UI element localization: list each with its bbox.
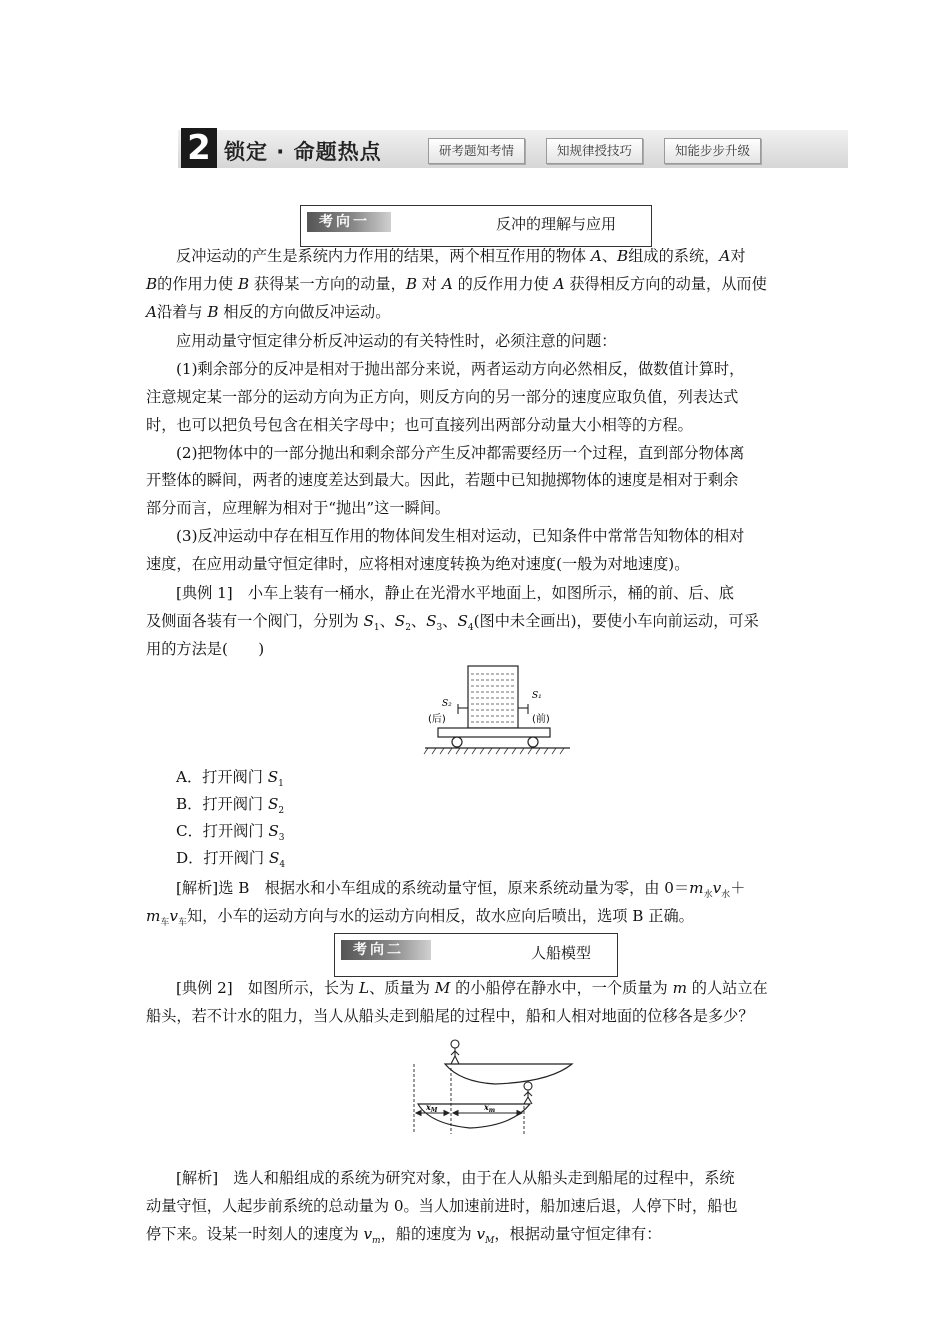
valve-s2 — [458, 704, 468, 714]
cart-wheel-front — [528, 737, 538, 747]
example-2-line: [典例 2] 如图所示，长为 L、质量为 M 的小船停在静水中，一个质量为 m 的人站立在 — [176, 979, 768, 997]
person-initial — [451, 1040, 459, 1064]
ground-hatch — [424, 748, 564, 754]
label-xm-person-sub: m — [488, 1107, 496, 1114]
water-tank — [468, 666, 518, 728]
example-1-line: 及侧面各装有一个阀门，分别为 $S_1$、$S_2$、$S_3$、$S_4$(图中未全画出)，要使小车向前运动，可采 — [146, 612, 759, 634]
example-1-line: [典例 1] 小车上装有一桶水，静止在光滑水平地面上，如图所示，桶的前、后、底 — [176, 584, 734, 602]
paragraph-line: B的作用力使 B 获得某一方向的动量，B 对 A 的反作用力使 A 获得相反方向的动量，从而使 — [146, 275, 767, 293]
paragraph-line: 应用动量守恒定律分析反冲运动的有关特性时，必须注意的问题： — [176, 332, 617, 350]
topic-label-1: 考向一 — [307, 212, 391, 232]
paragraph-line: 部分而言，应理解为相对于“抛出”这一瞬间。 — [146, 499, 451, 517]
analysis-2-line: [解析] 选人和船组成的系统为研究对象，由于在人从船头走到船尾的过程中，系统 — [176, 1169, 735, 1187]
cart-wheel-rear — [452, 737, 462, 747]
option-d[interactable]: D．打开阀门 $S_4$ — [176, 849, 286, 871]
paragraph-line: 反冲运动的产生是系统内力作用的结果，两个相互作用的物体 A、B组成的系统，A对 — [176, 247, 746, 265]
cart-tank-figure — [400, 662, 600, 762]
boat-person-figure — [400, 1034, 580, 1149]
header-tab-level-up[interactable]: 知能步步升级 — [664, 138, 761, 164]
topic-box-1 — [300, 205, 652, 247]
paragraph-line: (1)剩余部分的反冲是相对于抛出部分来说，两者运动方向必然相反，做数值计算时， — [176, 360, 745, 378]
boat-initial — [445, 1064, 572, 1084]
label-xm-boat: x — [426, 1102, 431, 1112]
label-xm-person: x — [484, 1102, 489, 1112]
header-tab-skills[interactable]: 知规律授技巧 — [546, 138, 643, 164]
section-number-badge: 2 — [181, 128, 217, 168]
section-header-title: 锁定 · 命题热点 — [224, 140, 382, 164]
analysis-2-line: 停下来。设某一时刻人的速度为 $v_m$，船的速度为 $v_M$，根据动量守恒定律有： — [146, 1225, 662, 1247]
label-back: (后) — [428, 714, 446, 725]
paragraph-line: 时，也可以把负号包含在相关字母中；也可直接列出两部分动量大小相等的方程。 — [146, 416, 693, 434]
valve-s1 — [518, 704, 528, 714]
label-front: (前) — [532, 714, 550, 725]
header-tab-exam-info[interactable]: 研考题知考情 — [428, 138, 525, 164]
paragraph-line: (3)反冲运动中存在相互作用的物体间发生相对运动，已知条件中常常告知物体的相对 — [176, 527, 745, 545]
topic-box-2 — [334, 933, 618, 977]
example-2-line: 船头，若不计水的阻力，当人从船头走到船尾的过程中，船和人相对地面的位移各是多少？ — [146, 1007, 754, 1025]
label-xm-boat-sub: M — [430, 1107, 438, 1114]
paragraph-line: 注意规定某一部分的运动方向为正方向，则反方向的另一部分的速度应取负值，列表达式 — [146, 388, 739, 406]
example-1-line: 用的方法是( ) — [146, 640, 265, 658]
analysis-2-line: 动量守恒，人起步前系统的总动量为 0。当人加速前进时，船加速后退，人停下时，船也 — [146, 1197, 738, 1215]
label-s1: S₁ — [532, 691, 542, 701]
option-c[interactable]: C．打开阀门 $S_3$ — [176, 822, 285, 844]
topic-title-2: 人船模型 — [531, 944, 592, 962]
option-a[interactable]: A．打开阀门 $S_1$ — [176, 768, 284, 790]
topic-label-2: 考向二 — [341, 940, 431, 960]
paragraph-line: A沿着与 B 相反的方向做反冲运动。 — [146, 303, 391, 321]
cart-body — [438, 728, 550, 737]
paragraph-line: (2)把物体中的一部分抛出和剩余部分产生反冲都需要经历一个过程，直到部分物体离 — [176, 444, 745, 462]
option-b[interactable]: B．打开阀门 $S_2$ — [176, 795, 285, 817]
person-final — [524, 1082, 532, 1104]
label-s2: S₂ — [442, 699, 452, 709]
topic-title-1: 反冲的理解与应用 — [496, 215, 617, 233]
paragraph-line: 开整体的瞬间，两者的速度差达到最大。因此，若题中已知抛掷物体的速度是相对于剩余 — [146, 471, 739, 489]
analysis-1-line: [解析]选 B 根据水和小车组成的系统动量守恒，原来系统动量为零，由 $0=m_水v_水+$ — [176, 879, 746, 901]
paragraph-line: 速度，在应用动量守恒定律时，应将相对速度转换为绝对速度(一般为对地速度)。 — [146, 555, 690, 573]
analysis-1-line: $m_车v_车$知，小车的运动方向与水的运动方向相反，故水应向后喷出，选项 B 正确。 — [146, 907, 694, 929]
